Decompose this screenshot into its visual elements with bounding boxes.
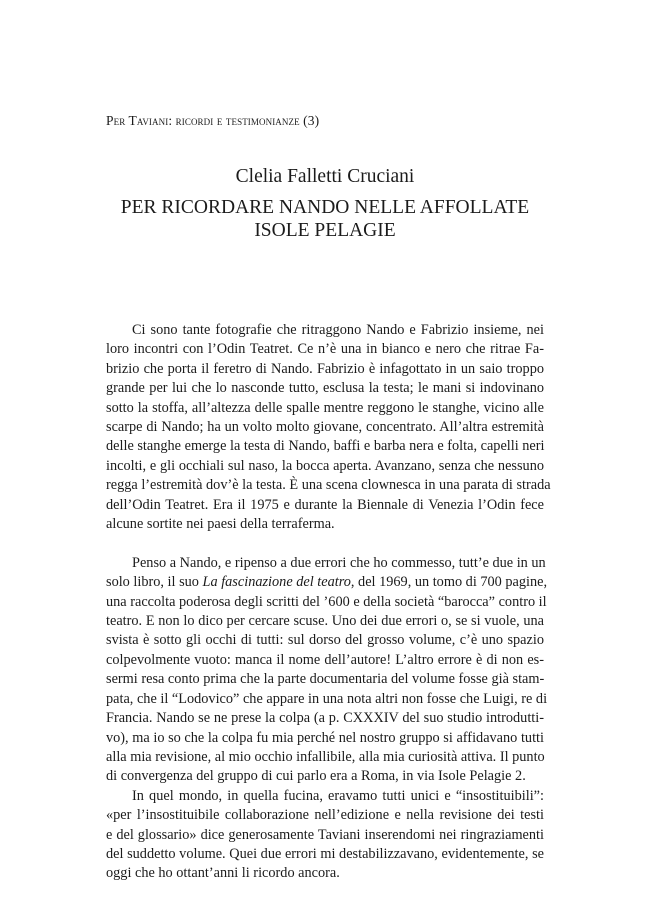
text-line: delle stanghe emerge la testa di Nando, baffi e barba nera e folta, capelli neri bbox=[106, 438, 545, 455]
text-line: scarpe di Nando; ha un volto molto giovane, concentrato. All’altra estremità bbox=[106, 419, 544, 436]
text-line: incolti, e gli occhiali sul naso, la bocca aperta. Avanzano, senza che nessuno bbox=[106, 457, 544, 474]
text-line: vo), ma io so che la colpa fu mia perché nel nostro gruppo si affidavano tutti bbox=[106, 729, 544, 746]
text-line: brizio che porta il feretro di Nando. Fabrizio è infagottato in un saio troppo bbox=[106, 360, 544, 377]
title-line: ISOLE PELAGIE bbox=[254, 220, 396, 241]
text-line: pata, che il “Lodovico” che appare in una nota altri non fosse che Luigi, re di bbox=[106, 690, 548, 707]
text-line: «per l’insostituibile collaborazione nell’edizione e nella revisione dei testi bbox=[106, 807, 544, 824]
author-name: Clelia Falletti Cruciani bbox=[235, 166, 415, 187]
article-body bbox=[106, 321, 551, 884]
text-fragment: , del 1969, un tomo di 700 pagine, bbox=[350, 574, 548, 591]
paragraph-2 bbox=[106, 554, 548, 787]
article-title bbox=[100, 196, 550, 242]
text-line: loro incontri con l’Odin Teatret. Ce n’è una in bianco e nero che ritrae Fa- bbox=[106, 341, 544, 358]
text-line: e del glossario» dice generosamente Taviani inserendomi nei ringraziamenti bbox=[106, 826, 544, 843]
text-line: grande per lui che lo nasconde tutto, esclusa la testa; le mani si indovinano bbox=[106, 380, 544, 397]
text-line: Ci sono tante fotografie che ritraggono Nando e Fabrizio insieme, nei bbox=[132, 322, 544, 338]
text-line: sermi resa conto prima che la parte documentaria del volume fosse già stam- bbox=[106, 671, 545, 688]
text-line: Francia. Nando se ne prese la colpa (a p. CXXXIV del suo studio introdutti- bbox=[106, 710, 544, 727]
text-line: dell’Odin Teatret. Era il 1975 e durante la Biennale di Venezia l’Odin fece bbox=[106, 496, 544, 513]
text-line: alcune sortite nei paesi della terraferma. bbox=[106, 516, 335, 533]
text-line: di convergenza del gruppo di cui parlo era a Roma, in via Isole Pelagie 2. bbox=[106, 768, 526, 785]
text-line: teatro. E non lo dico per cercare scuse. Uno dei due errori o, se si vuole, una bbox=[106, 613, 544, 630]
text-line: In quel mondo, in quella fucina, eravamo tutti unici e “insostituibili”: bbox=[132, 787, 544, 804]
text-line: oggi che ho ottant’anni li ricordo ancora. bbox=[106, 865, 340, 882]
text-line: alla mia revisione, al mio occhio infallibile, alla mia curiosità attiva. Il punto bbox=[106, 748, 545, 765]
text-line: svista è sotto gli occhi di tutti: sul dorso del grosso volume, c’è uno spazio bbox=[106, 632, 544, 649]
paragraph-3 bbox=[106, 787, 544, 884]
text-line bbox=[106, 573, 548, 592]
running-head: Per Taviani: ricordi e testimonianze (3) bbox=[106, 113, 320, 128]
paragraph-1 bbox=[106, 321, 551, 534]
text-line: sotto la stoffa, all’altezza delle spalle mentre reggono le stanghe, vicino alle bbox=[106, 399, 544, 416]
text-line: Penso a Nando, e ripenso a due errori che ho commesso, tutt’e due in un bbox=[132, 554, 546, 571]
text-line: colpevolmente vuoto: manca il nome dell’autore! L’altro errore è di non es- bbox=[106, 651, 544, 668]
title-line: PER RICORDARE NANDO NELLE AFFOLLATE bbox=[120, 197, 530, 218]
text-fragment: solo libro, il suo bbox=[106, 574, 203, 591]
text-line: del suddetto volume. Quei due errori mi destabilizzavano, evidentemente, se bbox=[106, 845, 544, 862]
book-title: La fascinazione del teatro bbox=[202, 574, 351, 591]
text-line: una raccolta poderosa degli scritti del ’600 e della società “barocca” contro il bbox=[106, 593, 547, 610]
text-line: regga l’estremità dov’è la testa. È una scena clownesca in una parata di strada bbox=[106, 477, 551, 494]
